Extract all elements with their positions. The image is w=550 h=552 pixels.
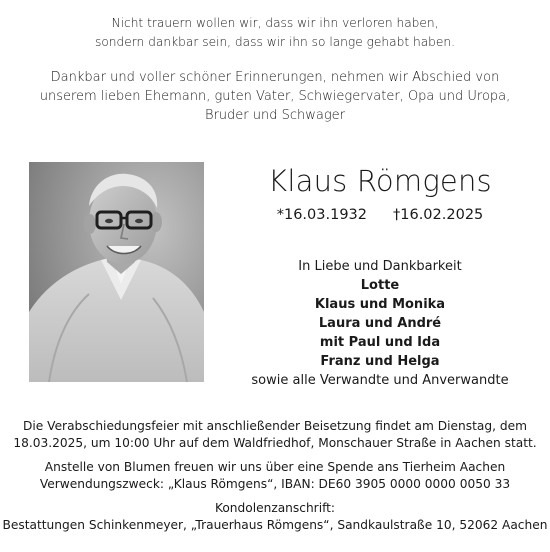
quote-line-1: Nicht trauern wollen wir, dass wir ihn verloren haben, xyxy=(111,16,439,30)
life-dates xyxy=(215,206,545,224)
mourner-name: Laura und André xyxy=(318,316,442,331)
mourners-block xyxy=(220,257,540,390)
mourners-intro: In Liebe und Dankbarkeit xyxy=(298,259,462,274)
donation-line-2: Verwendungszweck: „Klaus Römgens“, IBAN: DE60 3905 0000 0000 0050 33 xyxy=(39,477,511,491)
portrait-photo xyxy=(29,162,204,382)
ceremony-line-1: Die Verabschiedungsfeier mit anschließender Beisetzung findet am Dienstag, dem xyxy=(23,419,527,433)
mourner-name: Klaus und Monika xyxy=(314,297,446,312)
mourner-name: Franz und Helga xyxy=(320,354,440,369)
donation-line-1: Anstelle von Blumen freuen wir uns über eine Spende ans Tierheim Aachen xyxy=(44,460,506,474)
farewell-line-1: Dankbar und voller schöner Erinnerungen, nehmen wir Abschied von xyxy=(50,70,500,85)
farewell-line-3: Bruder und Schwager xyxy=(204,108,346,123)
deceased-name: Klaus Römgens xyxy=(268,164,492,198)
death-date: †16.02.2025 xyxy=(393,207,484,223)
condolence-label: Kondolenzanschrift: xyxy=(214,501,336,515)
portrait-image xyxy=(29,162,204,382)
mourners-closing: sowie alle Verwandte und Anverwandte xyxy=(251,373,509,388)
condolence-address: Bestattungen Schinkenmeyer, „Trauerhaus Römgens“, Sandkaulstraße 10, 52062 Aachen xyxy=(2,518,548,532)
quote-line-2: sondern dankbar sein, dass wir ihn so lange gehabt haben. xyxy=(94,35,456,49)
mourner-name: mit Paul und Ida xyxy=(319,335,441,350)
mourner-name: Lotte xyxy=(360,278,400,293)
farewell-line-2: unserem lieben Ehemann, guten Vater, Schwiegervater, Opa und Uropa, xyxy=(39,89,511,104)
ceremony-line-2: 18.03.2025, um 10:00 Uhr auf dem Waldfriedhof, Monschauer Straße in Aachen statt. xyxy=(13,436,537,450)
birth-date: *16.03.1932 xyxy=(276,207,367,223)
